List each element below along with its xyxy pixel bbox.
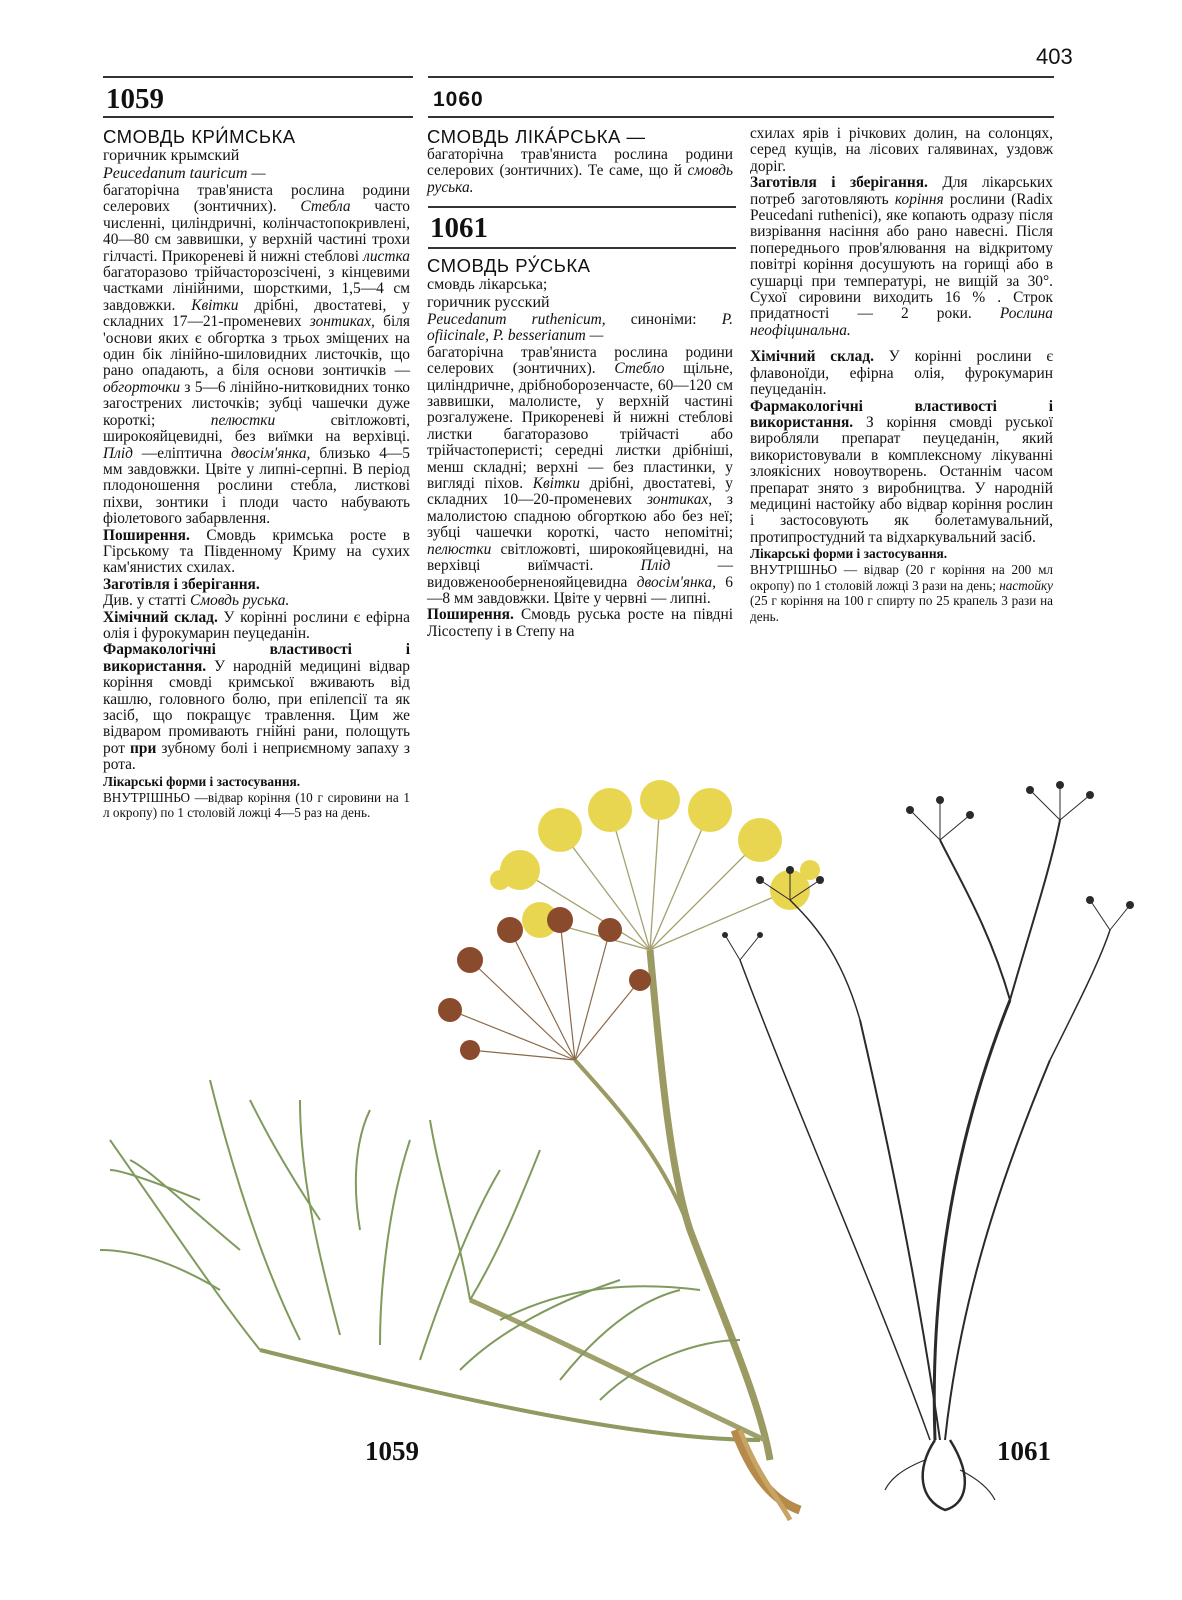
russian-name: горичник русский xyxy=(427,294,550,311)
ink-umbels xyxy=(722,781,1134,938)
description: багаторічна трав'яниста рослина родини селерових (зонтичних). Те саме, що й смовдь руська. xyxy=(427,146,733,196)
harvest: Заготівля і зберігання. Для лікарських потреб заготовляють коріння рослини (Radix Peucedani ruthenici), яке копають одразу після визрівання насіння або рано навесні. Після попереднього пров'ялювання на відкритому повітрі коріння досушують на горищі або в сушарці при температурі, не вищій за 30°. Сухої сировини виходить 16 % . Строк придатності — 2 роки. Рослина неофіцинальна. xyxy=(750,174,1053,339)
dosage-heading: Лікарські форми і застосування. xyxy=(750,546,948,562)
distribution: Поширення. Смовдь руська росте на півдні Лісостепу і в Степу на xyxy=(427,606,733,640)
dosage-text: ВНУТРІШНЬО — відвар (20 г коріння на 200 мл окропу) по 1 столовій ложці 3 рази на день; настойку (25 г коріння на 100 г спирту по 25 крапель 3 рази на день. xyxy=(750,562,1053,624)
harvest-text: Див. у статті Смовдь руська. xyxy=(103,592,290,610)
figure-label-1061: 1061 xyxy=(997,1436,1051,1466)
plant-1059-illustration xyxy=(100,780,820,1520)
dosage-text: ВНУТРІШНЬО —відвар коріння (10 г сировини на 1 л окропу) по 1 столовій ложці 4—5 раз на день. xyxy=(103,789,410,821)
dosage-heading: Лікарські форми і застосування. xyxy=(103,773,301,789)
article-title: СМОВДЬ ЛІКА́РСЬКА — xyxy=(427,126,646,147)
article-number-1061: 1061 xyxy=(430,212,488,244)
russian-name: горичник крымский xyxy=(103,147,240,164)
pharmacology: Фармакологічні властивості і використання. З коріння смовді руської виробляли препарат пеуцеданін, який використовували в комплексному лікуванні злоякісних новоутворень. Останнім часом препарат знято з виробництва. У народній медицині настойку або відвар коріння рослин і застосовують як болетамувальний, протипростудний та відхаркувальний засіб. xyxy=(750,397,1053,546)
description: багаторічна трав'яниста рослина родини селерових (зонтичних). Стебла часто численні, циліндричні, колінчастопокривлені, 40—80 см заввишки, у верхній частині трохи гілчасті. Прикореневі й нижні стеблові листка багаторазово трійчасторозсічені, з кінцевими частками лінійними, шорсткими, 1,5—4 см завдовжки. Квітки дрібні, двостатеві, у складних 17—21-променевих зонтиках, біля 'основи яких є обгортка з трьох зміщених на один бік лінійно-шиловидних листочків, що рано опадають, а біля основи зонтичків — обгорточки з 5—6 лінійно-нитковидних тонко загострених листочків; зубці чашечки дуже короткі; пелюстки світложовті, широкояйцевидні, без виїмки на верхівці. Плід —еліптична двосім'янка, близько 4—5 мм завдовжки. Цвіте у липні-серпні. В період плодоношення рослини стебла, листкові піхви, зонтики і плоди часто набувають фіолетового забарвлення. xyxy=(103,182,411,528)
distribution-continued: схилах ярів і річкових долин, на солонцях, серед кущів, на лісових галявинах, уздовж доріг. xyxy=(750,125,1053,175)
description: багаторічна трав'яниста рослина родини селерових (зонтичних). Стебло щільне, циліндричне, дрібноборозенчасте, 60—120 см заввишки, малолисте, у верхній частині розгалужене. Прикореневі й нижні стеблові листки багаторазово трійчасті або трійчастоперисті; середні листки дрібніші, менш складні; верхні — без пластинки, у вигляді піхов. Квітки дрібні, двостатеві, у складних 10—20-променевих зонтиках, з малолистою спадною обгорткою або без неї; зубці чашечки короткі, часто непомітні; пелюстки світложовті, широкояйцевидні, на верхівці виїмчасті. Плід — видовженооберненояйцевидна двосім'янка, 6—8 мм завдовжки. Цвіте у червні — липні. xyxy=(427,343,734,607)
harvest-heading: Заготівля і зберігання. xyxy=(103,575,260,593)
chemical-composition: Хімічний склад. У корінні рослини є ефірна олія і фурокумарин пеуцеданін. xyxy=(103,608,410,642)
distribution: Поширення. Смовдь кримська росте в Гірському та Південному Криму на сухих кам'янистих схилах. xyxy=(103,526,410,577)
chemical-composition: Хімічний склад. У корінні рослини є флавоноїди, ефірна олія, фурокумарин пеуцеданін. xyxy=(750,348,1053,399)
yellow-flower-umbel xyxy=(490,780,820,938)
latin-name: Peucedanum tauricum — xyxy=(103,165,266,182)
pharmacology: Фармакологічні властивості і використання. У народній медицині відвар коріння смовді кримської вживають від кашлю, головного болю, при епілепсії та як засіб, що покращує травлення. Цим же відваром промивають гнійні рани, полощуть рот при зубному болі і неприємному запаху з рота. xyxy=(103,641,411,774)
alt-name: смовдь лікарська; xyxy=(427,276,548,293)
figure-label-1059: 1059 xyxy=(365,1436,419,1466)
article-number-1059: 1059 xyxy=(106,83,164,115)
page-number: 403 xyxy=(1036,44,1073,69)
article-title: СМОВДЬ КРИ́МСЬКА xyxy=(103,126,296,147)
article-number-1060: 1060 xyxy=(433,88,484,111)
latin-synonyms: Peucedanum ruthenicum, синоніми: P. ofiicinale, P. besserianum — xyxy=(427,311,733,345)
article-title: СМОВДЬ РУ́СЬКА xyxy=(427,255,591,276)
